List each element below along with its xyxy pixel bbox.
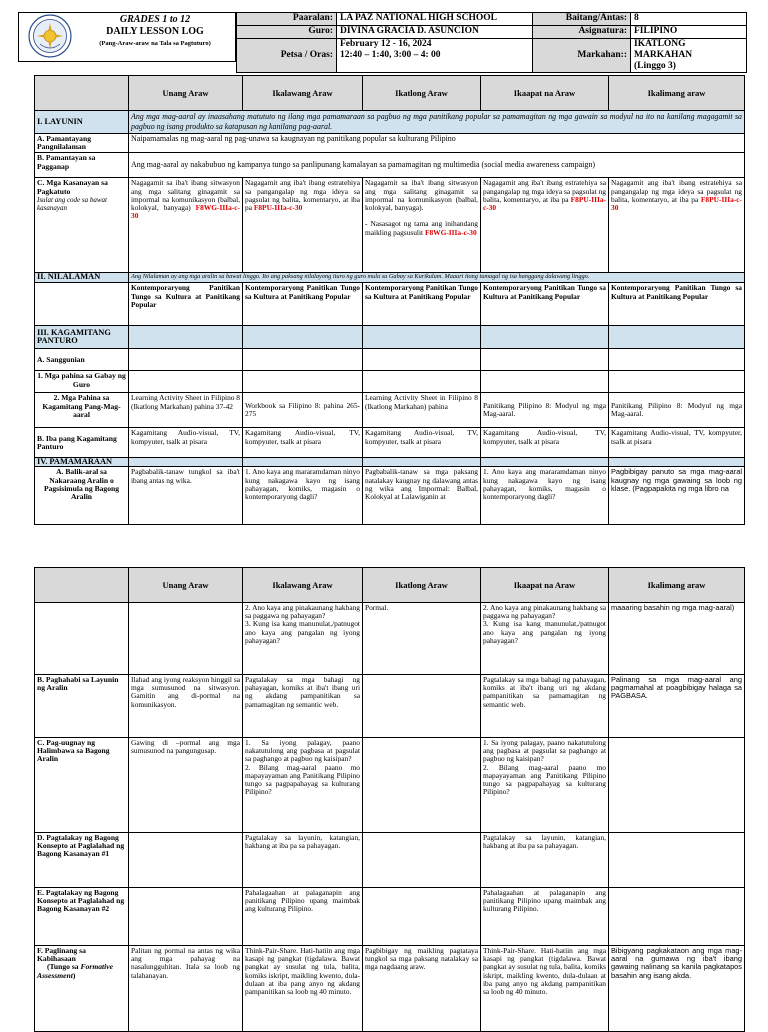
paglinang-title: F. Paglinang sa Kabihasaan <box>37 946 86 964</box>
continuation-label <box>35 603 129 675</box>
nilalaman-label: II. NILALAMAN <box>35 273 129 283</box>
gabay-day4 <box>481 371 609 393</box>
day-2-header: Ikalawang Araw <box>243 76 363 111</box>
pag-uugnay-day3 <box>363 738 481 833</box>
asignatura-value: FILIPINO <box>631 26 747 39</box>
balik-aral-day2: 1. Ano kaya ang mararamdaman ninyo kung nakagawa kayo ng isang pahayagan, komiks, magasin o kontemporaryong dagli? <box>243 467 363 525</box>
balik-aral-day4: 1. Ano kaya ang mararamdaman ninyo kung nakagawa kayo ng isang pahayagan, komiks, magasin o kontemporaryong dagli? <box>481 467 609 525</box>
gabay-guro-row <box>35 371 745 393</box>
sanggunian-row <box>35 349 745 371</box>
day-1-header: Unang Araw <box>129 76 243 111</box>
pamamaraan-day3 <box>363 458 481 467</box>
paglinang-day1: Palitan ng pormal na antas ng wika ang mga pahayag na nasalungguhitan. Itala sa loob ng talahanayan. <box>129 946 243 1032</box>
markahan-label: Markahan:: <box>533 39 631 73</box>
pamamaraan-day1 <box>129 458 243 467</box>
kagamitang-mag-aaral-label: 2. Mga Pahina sa Kagamitang Pang-Mag-aaral <box>35 393 129 428</box>
continuation-day3: Pormal. <box>363 603 481 675</box>
pagtalakay-1-day5 <box>609 833 745 888</box>
paaralan-value: LA PAZ NATIONAL HIGH SCHOOL <box>337 13 533 26</box>
petsa-date: February 12 - 16, 2024 <box>340 39 432 49</box>
pag-uugnay-day2: 1. Sa iyong palagay, paano nakatutulong ang pagbasa at pagsulat sa paghango at pagbuo ng kaisipan? 2. Bilang mag-aaral paano mo mapayayaman ang Panitikang Pilipino tungo sa pagpapahayag sa kulturang Pilipino? <box>243 738 363 833</box>
paghahabi-day4: Pagtalakay sa mga bahagi ng pahayagan, komiks at iba't ibang uri ng akdang pampanitikan sa pamamagitan ng semantic web. <box>481 675 609 738</box>
pagtalakay-1-day2: Pagtalakay sa layunin, katangian, hakbang at iba pa sa pahayagan. <box>243 833 363 888</box>
lesson-table-2 <box>34 567 745 1032</box>
paghahabi-day2: Pagtalakay sa mga bahagi ng pahayagan, komiks at iba't ibang uri ng akdang pampanitikan sa pamamagitan ng semantic web. <box>243 675 363 738</box>
markahan-value <box>631 39 747 73</box>
kagamitang-day5: Panitikang Pilipino 8: Modyul ng mga Mag-aaral. <box>609 393 745 428</box>
markahan-quarter: IKATLONG MARKAHAN <box>634 39 693 60</box>
pamantayan-pagganap-text: Ang mag-aaral ay nakabubuo ng kampanya tungo sa panlipunang kamalayan sa pamamagitan ng multimedia (social media awareness campaign) <box>129 153 745 178</box>
day-5-header-2: Ikalimang araw <box>609 568 745 603</box>
paaralan-label: Paaralan: <box>237 13 337 26</box>
document-subtitle: (Pang-Araw-araw na Tala sa Pagtuturo) <box>99 40 211 47</box>
pag-uugnay-day4: 1. Sa iyong palagay, paano nakatutulong ang pagbasa at pagsulat sa paghango at pagbuo ng kaisipan? 2. Bilang mag-aaral paano mo mapayayaman ang Panitikang Pilipino tungo sa pagpapahayag sa kulturang Pilipino? <box>481 738 609 833</box>
paglinang-label <box>35 946 129 1032</box>
petsa-time: 12:40 – 1:40, 3:00 – 4: 00 <box>340 50 441 60</box>
pamantayang-pangnilalaman-label: A. Pamantayang Pangnilalaman <box>35 134 129 153</box>
day-header-row-2 <box>35 568 745 603</box>
balik-aral-row <box>35 467 745 525</box>
petsa-value <box>337 39 533 73</box>
iba-pang-kagamitan-label: B. Iba pang Kagamitang Panturo <box>35 428 129 458</box>
kasanayan-day4 <box>481 178 609 273</box>
document-title: DAILY LESSON LOG <box>106 26 204 37</box>
header-blank-2 <box>35 568 129 603</box>
iba-day2: Kagamitang Audio-visual, TV, kompyuter, tsalk at pisara <box>243 428 363 458</box>
pamamaraan-day4 <box>481 458 609 467</box>
sanggunian-day3 <box>363 349 481 371</box>
sanggunian-day2 <box>243 349 363 371</box>
kasanayan-day3-text: Nagagamit sa iba't ibang sitwasyon ang mga salitang ginagamit sa impormal na komunikasyon (balbal, kolokyal, banyaga). <box>365 178 478 213</box>
pamantayang-pangnilalaman-row <box>35 134 745 153</box>
kagamitang-day3: Learning Activity Sheet in Filipino 8 (Ikatlong Markahan) pahina <box>363 393 481 428</box>
gabay-day1 <box>129 371 243 393</box>
pagtalakay-2-day4: Pahalagaahan at palaganapin ang panitikang Pilipino upang maimbak ang kulturang Pilipino. <box>481 888 609 946</box>
sanggunian-day5 <box>609 349 745 371</box>
sanggunian-label: A. Sanggunian <box>35 349 129 371</box>
baitang-value: 8 <box>631 13 747 26</box>
day-header-row <box>35 76 745 111</box>
paksa-day5: Kontemporaryong Panitikan Tungo sa Kultura at Panitikang Popular <box>609 283 745 326</box>
header-blank <box>35 76 129 111</box>
deped-seal-icon <box>28 14 72 58</box>
day-4-header-2: Ikaapat na Araw <box>481 568 609 603</box>
kasanayan-day5 <box>609 178 745 273</box>
kasanayan-row <box>35 178 745 273</box>
gabay-guro-label: 1. Mga pahina sa Gabay ng Guro <box>35 371 129 393</box>
kasanayan-day5-code: F8PU-IIIa-c-30 <box>611 194 742 213</box>
balik-aral-day3: Pagbabalik-tanaw sa mga paksang natalakay kaugnay ng dalawang antas ng wika ang Impormal: Balbal, Kolokyal at Lalawiganin at <box>363 467 481 525</box>
kagamitan-day5 <box>609 326 745 349</box>
pag-uugnay-day5 <box>609 738 745 833</box>
paglinang-row <box>35 946 745 1032</box>
kasanayan-day2-code: F8PU-IIIa-c-30 <box>253 203 303 213</box>
pamantayang-pangnilalaman-text: Naipamamalas ng mag-aaral ng pag-unawa sa kaugnayan ng panitikang popular sa kulturang Pilipino <box>129 134 745 153</box>
layunin-label: I. LAYUNIN <box>35 111 129 134</box>
guro-label: Guro: <box>237 26 337 39</box>
markahan-week: (Linggo 3) <box>634 61 676 71</box>
iba-day1: Kagamitang Audio-visual, TV, kompyuter, tsalk at pisara <box>129 428 243 458</box>
paksa-day3: Kontemporaryong Panitikan Tungo sa Kultura at Panitikang Popular <box>363 283 481 326</box>
kagamitan-row <box>35 326 745 349</box>
kagamitang-day4: Panitikang Pilipino 8: Modyul ng mga Mag-aaral. <box>481 393 609 428</box>
gabay-day2 <box>243 371 363 393</box>
paghahabi-day5: Palinang sa mga mag-aaral ang pagmamahal at poagbibigay halaga sa PAGBASA. <box>609 675 745 738</box>
iba-day5: Kagamitang Audio-visual, TV, kompyuter, tsalk at pisara <box>609 428 745 458</box>
continuation-day1 <box>129 603 243 675</box>
pamamaraan-row <box>35 458 745 467</box>
info-table <box>236 12 747 73</box>
day-5-header: Ikalimang araw <box>609 76 745 111</box>
paglinang-note-3: ) <box>72 970 76 980</box>
pag-uugnay-day1: Gawing di –pormal ang mga sumusunod na pangungusap. <box>129 738 243 833</box>
iba-day4: Kagamitang Audio-visual, TV, kompyuter, tsalk at pisara <box>481 428 609 458</box>
kasanayan-day1 <box>129 178 243 273</box>
pamamaraan-day5 <box>609 458 745 467</box>
nilalaman-text: Ang Nilalaman ay ang mga aralin sa bawat linggo. Ito ang paksang nilalayong ituro ng guro mula sa Gabay sa Kurikulum. Maaari itong tumagal ng isa hanggang dalawang linggo. <box>129 273 745 283</box>
kasanayan-day1-code: F8WG-IIIa-c-30 <box>131 203 240 221</box>
kasanayan-day3-extra: - Nasasagot ng tama ang inihandang maikling pagsusulit <box>365 219 478 237</box>
pagtalakay-1-row <box>35 833 745 888</box>
baitang-label: Baitang/Antas: <box>533 13 631 26</box>
kagamitan-label: III. KAGAMITANG PANTURO <box>35 326 129 349</box>
kasanayan-day1-text: Nagagamit sa iba't ibang sitwasyon ang mga salitang ginagamit sa impormal na komunikasyon (balbal, kolokyal, banyaga) <box>131 178 240 213</box>
pamantayan-pagganap-label: B. Pamantayan sa Pagganap <box>35 153 129 178</box>
continuation-row <box>35 603 745 675</box>
pag-uugnay-label: C. Pag-uugnay ng Halimbawa sa Bagong Aralin <box>35 738 129 833</box>
paksa-day1: Kontemporaryong Panitikan Tungo sa Kultura at Panitikang Popular <box>129 283 243 326</box>
pamantayan-pagganap-row <box>35 153 745 178</box>
paksa-day4: Kontemporaryong Panitikan Tungo sa Kultura at Panitikang Popular <box>481 283 609 326</box>
balik-aral-day5: Pagbibigay panuto sa mga mag-aaral kaugnay ng mga gawaing sa loob ng klase. (Pagpapakita ng mga libro na <box>609 467 745 525</box>
paglinang-day3: Pagbibigay ng maikling pagtataya tungkol sa mga paksang natalakay sa mga nagdaang araw. <box>363 946 481 1032</box>
kagamitang-day2: Workbook sa Filipino 8: pahina 265-275 <box>243 393 363 428</box>
day-3-header-2: Ikatlong Araw <box>363 568 481 603</box>
pag-uugnay-row <box>35 738 745 833</box>
sanggunian-day1 <box>129 349 243 371</box>
kagamitang-day1: Learning Activity Sheet in Filipino 8 (Ikatlong Markahan) pahina 37-42 <box>129 393 243 428</box>
paksa-row <box>35 283 745 326</box>
paglinang-day5: Bibigyang pagkakataon ang mga mag-aaral na gumawa ng iba't ibang gawaing nalinang sa kanila pagkatapos basahin ang isang akda. <box>609 946 745 1032</box>
kagamitan-day1 <box>129 326 243 349</box>
continuation-day2: 2. Ano kaya ang pinakaunang hakbang sa paggawa ng pahayagan? 3. Kung isa kang manunulat,/patnugot ano kaya ang pangalan ng iyong pahayagan? <box>243 603 363 675</box>
gabay-day3 <box>363 371 481 393</box>
paksa-blank <box>35 283 129 326</box>
grades-label: GRADES 1 to 12 <box>119 14 191 25</box>
pagtalakay-2-day2: Pahalagaahan at palaganapin ang panitikang Pilipino upang maimbak ang kulturang Pilipino. <box>243 888 363 946</box>
lesson-table-1 <box>34 75 745 525</box>
day-2-header-2: Ikalawang Araw <box>243 568 363 603</box>
pagtalakay-2-day1 <box>129 888 243 946</box>
day-4-header: Ikaapat na Araw <box>481 76 609 111</box>
pagtalakay-2-row <box>35 888 745 946</box>
kagamitan-day2 <box>243 326 363 349</box>
kagamitan-day3 <box>363 326 481 349</box>
petsa-label: Petsa / Oras: <box>237 39 337 73</box>
kasanayan-day3-code: F8WG-IIIa-c-30 <box>424 227 477 237</box>
pamamaraan-label: IV. PAMAMARAAN <box>35 458 129 467</box>
asignatura-label: Asignatura: <box>533 26 631 39</box>
kasanayan-day5-text: Nagagamit ang iba't ibang estratehiya sa pangangalap ng mga ideya sa pagsulat ng balita, komentaryo, at iba pa <box>611 178 742 204</box>
pagtalakay-1-day3 <box>363 833 481 888</box>
pagtalakay-2-label: E. Pagtalakay ng Bagong Konsepto at Paglalahad ng Bagong Kasanayan #2 <box>35 888 129 946</box>
paghahabi-day1: Ilahad ang iyong reaksyon hinggil sa mga sumusunod na sitwasyon. Gamitin ang di-pormal na komunikasyon. <box>129 675 243 738</box>
paghahabi-label: B. Paghahabi sa Layunin ng Aralin <box>35 675 129 738</box>
day-3-header: Ikatlong Araw <box>363 76 481 111</box>
nilalaman-row <box>35 273 745 283</box>
layunin-row <box>35 111 745 134</box>
guro-value: DIVINA GRACIA D. ASUNCION <box>337 26 533 39</box>
paghahabi-row <box>35 675 745 738</box>
kasanayan-note: Isulat ang code sa bawat kasanayan <box>37 195 107 213</box>
paglinang-day4: Think-Pair-Share. Hati-hatiin ang mga kasapi ng pangkat (tigdalawa. Bawat pangkat ay susulat ng tula, balita, komiks iskript, maikling kwento, dula-dulaan at iba pang anyo ng akdang pampanitikan sa loob ng 40 minuto. <box>481 946 609 1032</box>
kasanayan-day2 <box>243 178 363 273</box>
kasanayan-title: C. Mga Kasanayan sa Pagkatuto <box>37 178 108 196</box>
balik-aral-day1: Pagbabalik-tanaw tungkol sa iba't ibang antas ng wika. <box>129 467 243 525</box>
kasanayan-label <box>35 178 129 273</box>
pamamaraan-day2 <box>243 458 363 467</box>
paglinang-note-1: (Tungo sa <box>47 962 79 972</box>
balik-aral-label: A. Balik-aral sa Nakaraang Aralin o Pagsisimula ng Bagong Aralin <box>35 467 129 525</box>
kasanayan-day2-text: Nagagamit ang iba't ibang estratehiya sa pangangalap ng mga ideya sa pagsulat ng balita, komentaryo, at iba pa <box>245 178 360 213</box>
pagtalakay-1-day1 <box>129 833 243 888</box>
paghahabi-day3 <box>363 675 481 738</box>
kagamitang-mag-aaral-row <box>35 393 745 428</box>
continuation-day4: 2. Ano kaya ang pinakaunang hakbang sa paggawa ng pahayagan? 3. Kung isa kang manunulat,/patnugot ano kaya ang pangalan ng iyong pahayagan? <box>481 603 609 675</box>
sanggunian-day4 <box>481 349 609 371</box>
kasanayan-day3 <box>363 178 481 273</box>
continuation-day5: maaaring basahin ng mga mag-aaral) <box>609 603 745 675</box>
gabay-day5 <box>609 371 745 393</box>
kasanayan-day4-text: Nagagamit ang iba't ibang estratehiya sa pangangalap ng mga ideya sa pagsulat ng balita, komentaryo, at iba pa <box>483 178 606 204</box>
day-1-header-2: Unang Araw <box>129 568 243 603</box>
iba-day3: Kagamitang Audio-visual, TV, kompyuter, tsalk at pisara <box>363 428 481 458</box>
kagamitan-day4 <box>481 326 609 349</box>
pagtalakay-2-day5 <box>609 888 745 946</box>
layunin-text: Ang mga mag-aaral ay inaasahang matututo ng ilang mga pamamaraan sa pagbuo ng mga panitikang popular sa pamamagitan ng mga gawain sa modyul na ito na kanilang magagamit sa pagbuo ng isang produkto sa katapusan ng kanilang pag-aaral. <box>129 111 745 134</box>
pagtalakay-1-label: D. Pagtalakay ng Bagong Konsepto at Paglalahad ng Bagong Kasanayan #1 <box>35 833 129 888</box>
paksa-day2: Kontemporaryong Panitikan Tungo sa Kultura at Panitikang Popular <box>243 283 363 326</box>
iba-pang-kagamitan-row <box>35 428 745 458</box>
pagtalakay-2-day3 <box>363 888 481 946</box>
paglinang-day2: Think-Pair-Share. Hati-hatiin ang mga kasapi ng pangkat (tigdalawa. Bawat pangkat ay susulat ng tula, balita, komiks iskript, maikling kwento, dula-dulaan at iba pang anyo ng akdang pampanitikan sa loob ng 40 minuto. <box>243 946 363 1032</box>
kasanayan-day4-code: F8PU-IIIa-c-30 <box>483 194 606 213</box>
paglinang-note-2: Formative Assessment <box>37 962 113 980</box>
pagtalakay-1-day4: Pagtalakay sa layunin, katangian, hakbang at iba pa sa pahayagan. <box>481 833 609 888</box>
